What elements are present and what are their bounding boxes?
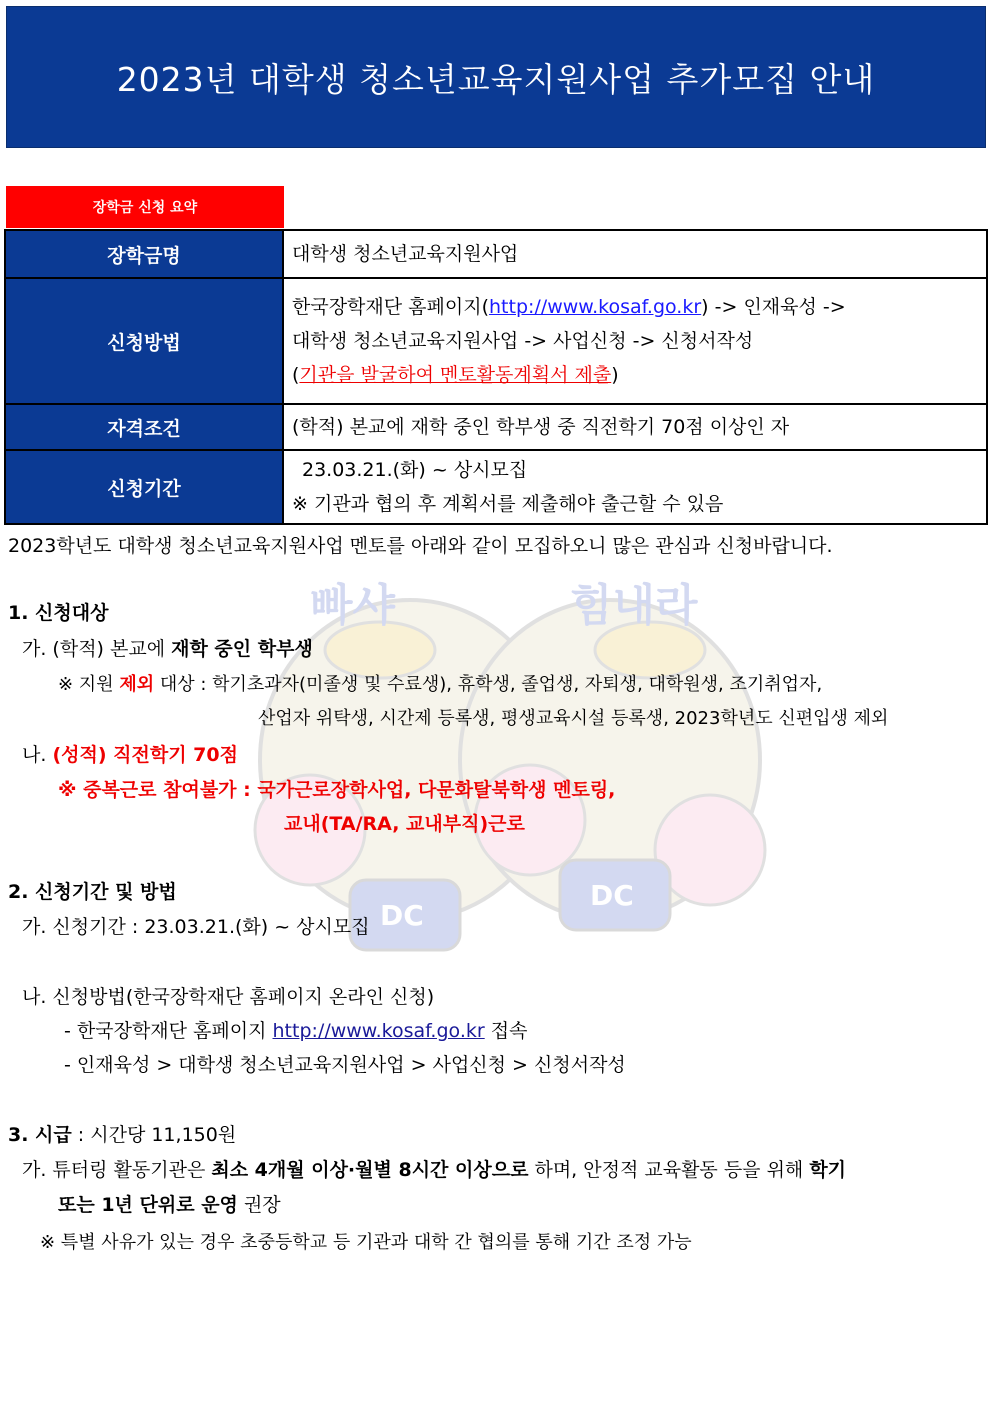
flower-icon: [655, 795, 765, 905]
section3-note: ※ 특별 사유가 있는 경우 초중등학교 등 기관과 대학 간 협의를 통해 기간 조정 가능: [40, 1232, 692, 1253]
text: ※ 지원: [58, 674, 120, 695]
table-row: [5, 404, 987, 450]
text-red: 제외: [119, 674, 155, 695]
mascot-text-right: 힘내라: [570, 580, 698, 631]
kosaf-link[interactable]: http://www.kosaf.go.kr: [272, 1020, 485, 1042]
table-row: [5, 450, 987, 524]
text: 가. (학적) 본교에: [22, 638, 172, 660]
section2-a: 가. 신청기간 : 23.03.21.(화) ~ 상시모집: [22, 916, 370, 938]
mascot-text-left: 빠샤: [310, 580, 396, 631]
method-text: ): [611, 364, 619, 386]
text-bold: 또는 1년 단위로 운영: [58, 1194, 238, 1216]
section3-heading: [8, 1120, 236, 1147]
section2-heading: 2. 신청기간 및 방법: [8, 881, 177, 903]
text: 하며, 안정적 교육활동 등을 위해: [528, 1159, 810, 1181]
method-text: (: [292, 364, 300, 386]
period-line1: 23.03.21.(화) ~ 상시모집: [302, 459, 528, 481]
row-value-period: [283, 450, 987, 524]
row-value-method: [283, 278, 987, 404]
summary-table: [4, 229, 988, 525]
text-bold: 3. 시급: [8, 1124, 72, 1146]
text: : 시간당 11,150원: [71, 1124, 237, 1146]
row-label-name: 장학금명: [5, 230, 283, 278]
section3-a: [22, 1155, 846, 1182]
text-bold: 최소 4개월 이상·월별 8시간 이상으로: [211, 1159, 529, 1181]
section1-a-note: [58, 670, 822, 696]
section2-b2: - 인재육성 > 대학생 청소년교육지원사업 > 사업신청 > 신청서작성: [64, 1054, 626, 1076]
mascot-right-body: [460, 600, 760, 920]
text-bold: 재학 중인 학부생: [171, 638, 313, 660]
section2-b: 나. 신청방법(한국장학재단 홈페이지 온라인 신청): [22, 986, 435, 1008]
section1-a: [22, 634, 313, 661]
text: 나.: [22, 744, 53, 766]
row-value-qualification: (학적) 본교에 재학 중인 학부생 중 직전학기 70점 이상인 자: [283, 404, 987, 450]
row-value-name: 대학생 청소년교육지원사업: [283, 230, 987, 278]
row-label-method: 신청방법: [5, 278, 283, 404]
method-red-note: 기관을 발굴하여 멘토활동계획서 제출: [299, 364, 612, 386]
mascot-shirt: [560, 860, 670, 930]
period-line2: ※ 기관과 협의 후 계획서를 제출해야 출근할 수 있음: [292, 493, 724, 515]
method-text: ) -> 인재육성 ->: [701, 296, 846, 318]
table-row: [5, 230, 987, 278]
text-red: (성적) 직전학기 70점: [52, 744, 238, 766]
text: 대상 : 학기초과자(미졸생 및 수료생), 휴학생, 졸업생, 자퇴생, 대학원생, 조기취업자,: [154, 674, 823, 695]
text: 권장: [237, 1194, 281, 1216]
section1-a-note-line2: 산업자 위탁생, 시간제 등록생, 평생교육시설 등록생, 2023학년도 신편입생 제외: [258, 708, 889, 729]
section1-b-note2: 교내(TA/RA, 교내부직)근로: [284, 813, 525, 835]
mascot-badge: DC: [590, 879, 634, 912]
page-title: 2023년 대학생 청소년교육지원사업 추가모집 안내: [116, 59, 876, 99]
title-banner: [6, 6, 986, 148]
kosaf-link[interactable]: http://www.kosaf.go.kr: [489, 296, 702, 318]
row-label-qualification: 자격조건: [5, 404, 283, 450]
section1-heading: 1. 신청대상: [8, 602, 109, 624]
method-line2: 대학생 청소년교육지원사업 -> 사업신청 -> 신청서작성: [292, 330, 754, 352]
section3-a-line2: [58, 1190, 281, 1217]
section1-b-note1: ※ 중복근로 참여불가 : 국가근로장학사업, 다문화탈북학생 멘토링,: [58, 779, 616, 801]
text: 가. 튜터링 활동기관은: [22, 1159, 212, 1181]
section2-b1: [64, 1016, 527, 1043]
mascot-badge: DC: [380, 899, 424, 932]
section1-b: [22, 740, 238, 767]
text: - 한국장학재단 홈페이지: [64, 1020, 273, 1042]
table-row: [5, 278, 987, 404]
summary-tab: 장학금 신청 요약: [6, 186, 284, 228]
text-bold: 학기: [809, 1159, 847, 1181]
row-label-period: 신청기간: [5, 450, 283, 524]
intro-text: 2023학년도 대학생 청소년교육지원사업 멘토를 아래와 같이 모집하오니 많은 관심과 신청바랍니다.: [8, 535, 833, 557]
method-text: 한국장학재단 홈페이지(: [292, 296, 489, 318]
text: 접속: [484, 1020, 528, 1042]
